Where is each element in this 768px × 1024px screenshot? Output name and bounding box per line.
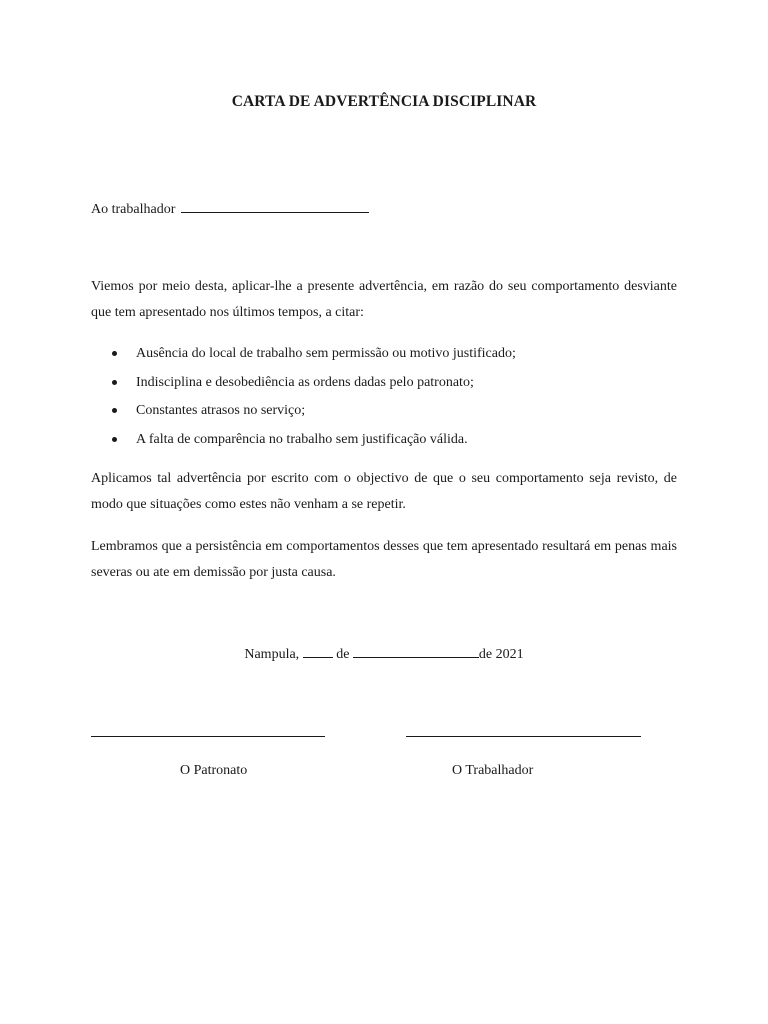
reason-text: A falta de comparência no trabalho sem justificação válida.: [136, 431, 468, 447]
list-item: [112, 371, 677, 400]
reasons-list: [112, 342, 677, 456]
list-item: [112, 342, 677, 371]
day-blank: [303, 643, 333, 658]
city-label: Nampula,: [244, 647, 300, 662]
document-title: CARTA DE ADVERTÊNCIA DISCIPLINAR: [231, 93, 537, 110]
reason-text: Indisciplina e desobediência as ordens dadas pelo patronato;: [136, 374, 474, 390]
employer-signature-line: [91, 736, 325, 737]
month-blank: [353, 643, 479, 658]
purpose-paragraph: Aplicamos tal advertência por escrito com o objectivo de que o seu comportamento seja revisto, de modo que situações como estes não venham a se repetir.: [91, 471, 677, 512]
list-item: [112, 428, 677, 457]
intro-paragraph: Viemos por meio desta, aplicar-lhe a presente advertência, em razão do seu comportamento desviante que tem apresentado nos últimos tempos, a citar:: [91, 279, 677, 320]
reason-text: Ausência do local de trabalho sem permissão ou motivo justificado;: [136, 346, 516, 361]
list-item: [112, 399, 677, 428]
employer-signature-label: O Patronato: [180, 763, 248, 778]
bullet-icon: [112, 351, 117, 356]
addressee-label: Ao trabalhador: [91, 202, 176, 217]
worker-signature-label: O Trabalhador: [452, 763, 534, 778]
worker-signature-line: [406, 736, 641, 737]
bullet-icon: [112, 437, 117, 442]
year-label: de 2021: [478, 647, 524, 662]
reason-text: Constantes atrasos no serviço;: [136, 403, 306, 418]
bullet-icon: [112, 380, 117, 385]
warning-paragraph: Lembramos que a persistência em comportamentos desses que tem apresentado resultará em penas mais severas ou ate em demissão por justa causa.: [91, 539, 677, 580]
addressee-line: [91, 198, 369, 218]
worker-name-blank: [181, 198, 369, 213]
bullet-icon: [112, 408, 117, 413]
date-line: [0, 643, 768, 663]
de-label: de: [336, 647, 350, 662]
